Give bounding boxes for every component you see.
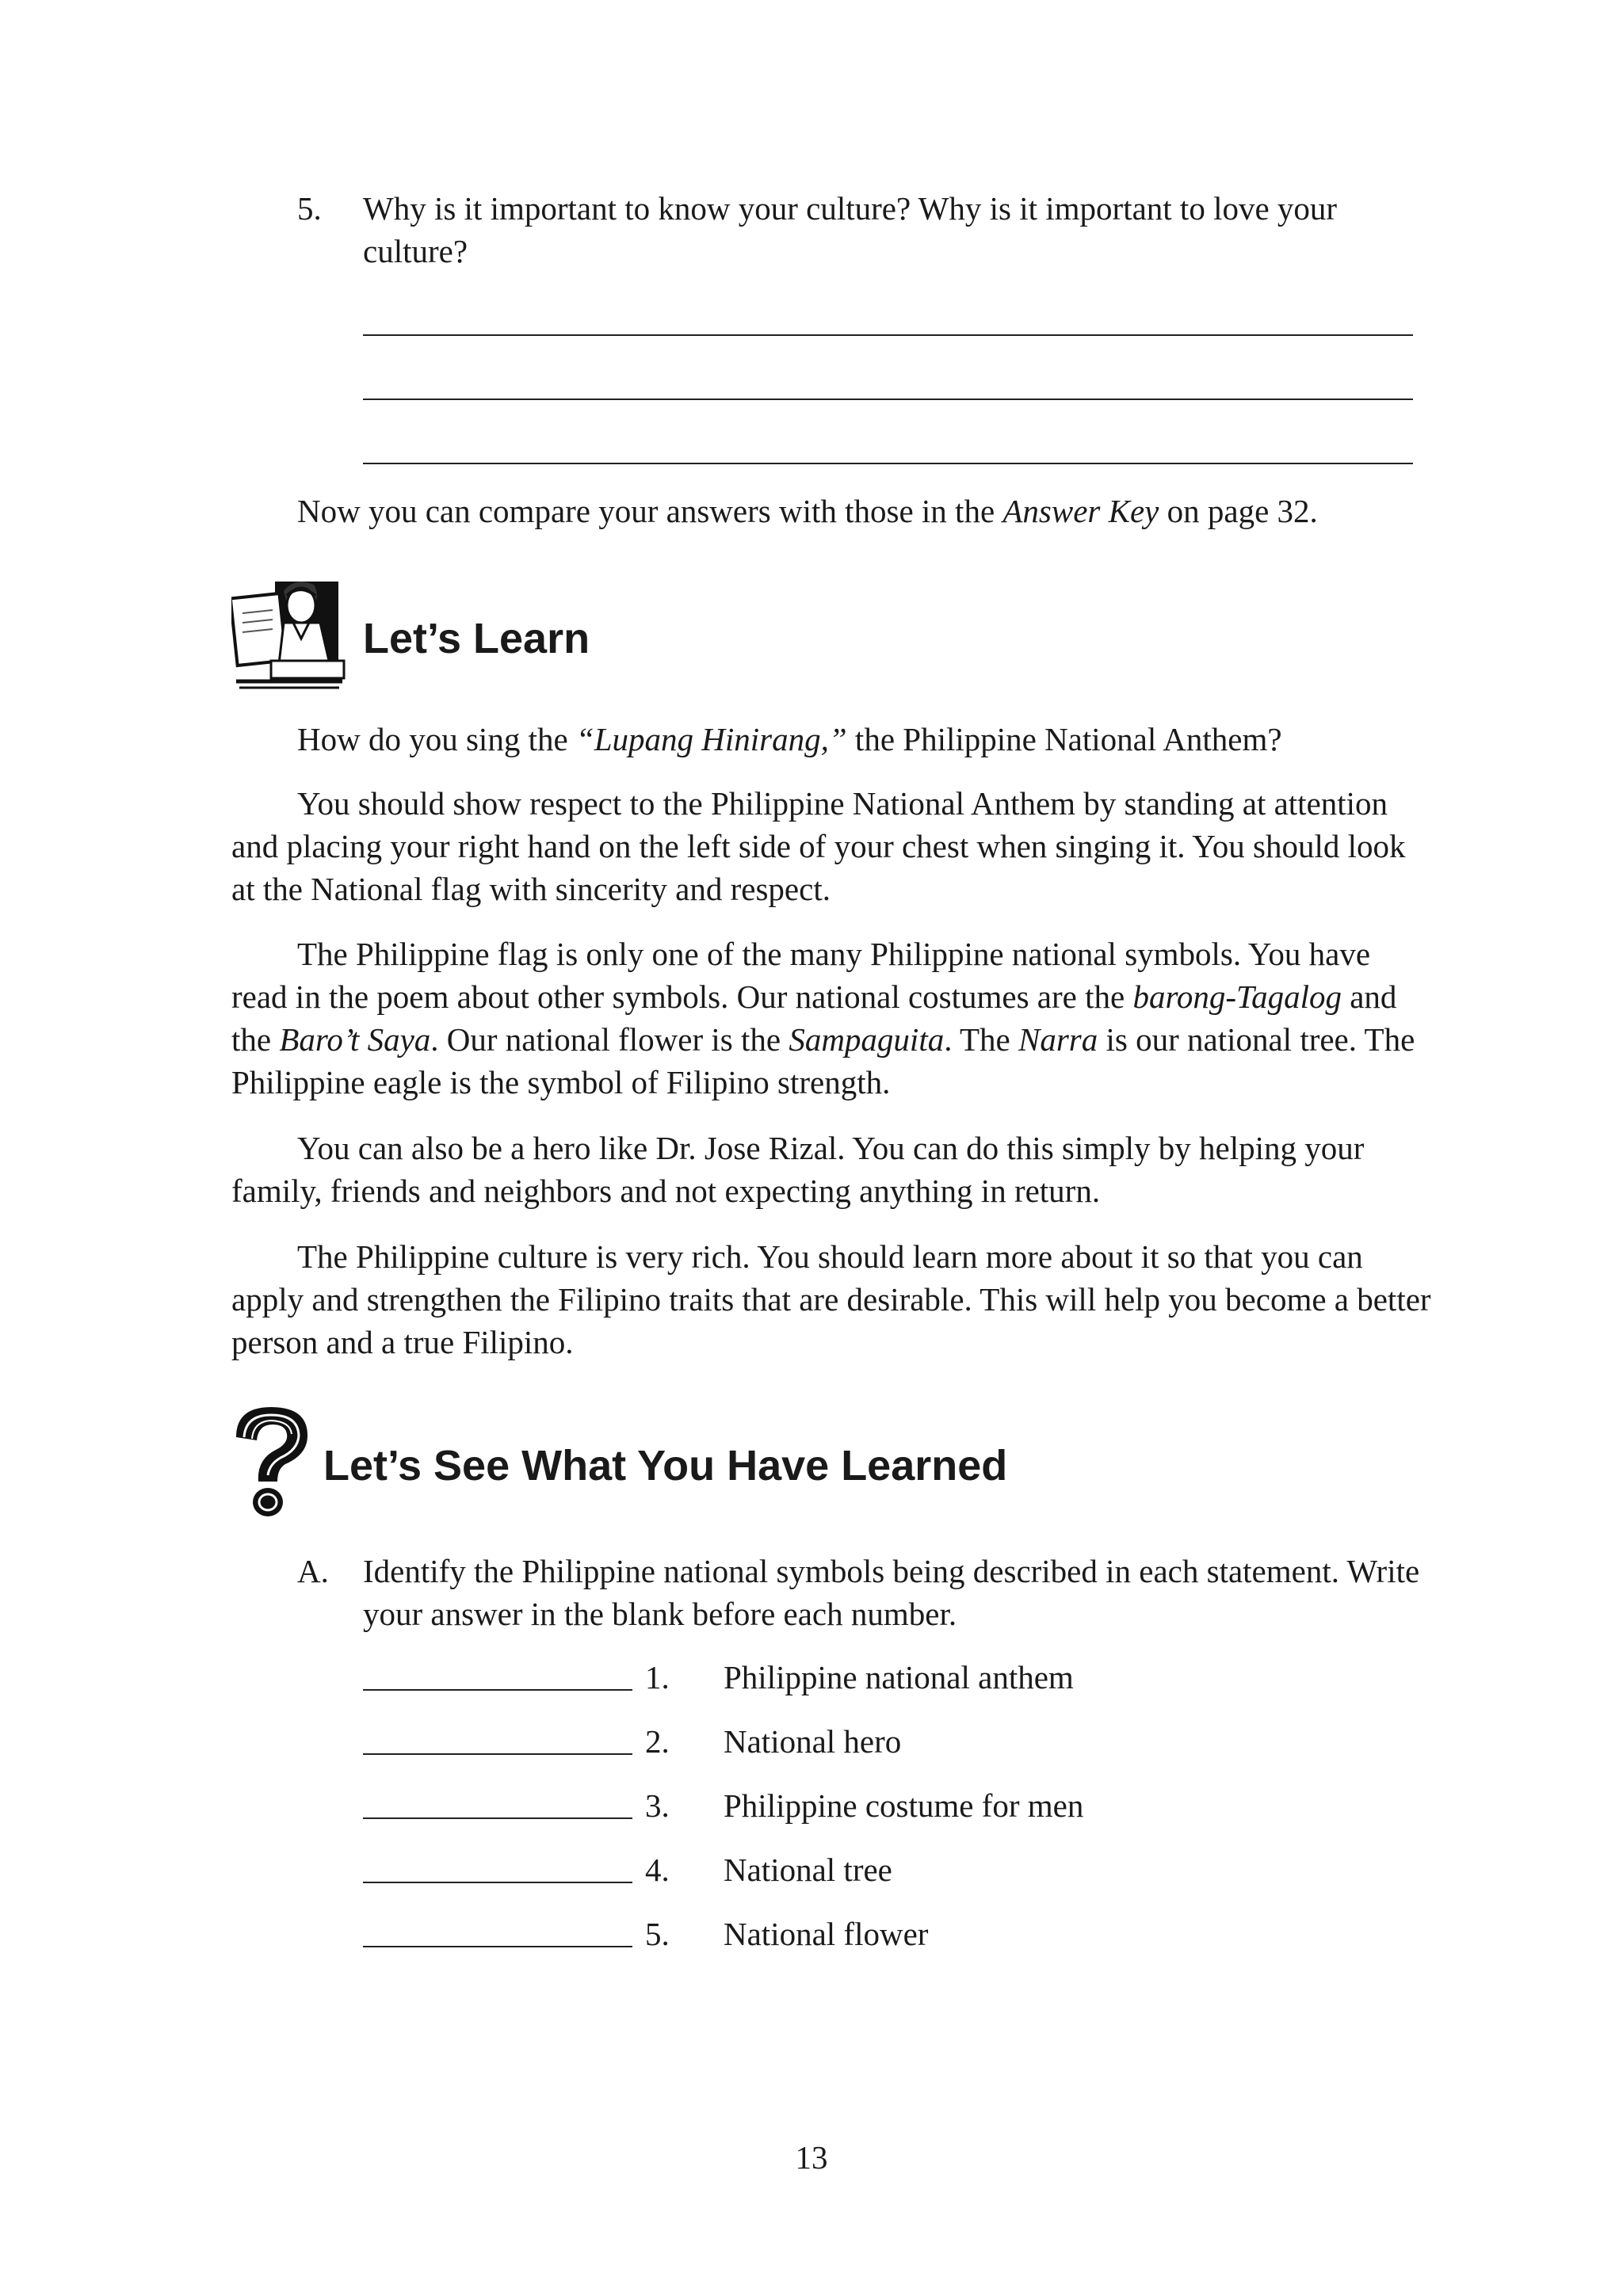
lets-learn-heading: Let’s Learn [363, 615, 590, 662]
barot-saya: Baro’t Saya [279, 1021, 431, 1058]
item-text: Philippine costume for men [724, 1787, 1084, 1824]
paragraph-hero: You can also be a hero like Dr. Jose Rizal. You can do this simply by helping your family, friends and neighbors and not expecting anything in return. [231, 1130, 1365, 1209]
paragraph-culture: The Philippine culture is very rich. You should learn more about it so that you can apply and strengthen the Filipino traits that are desirable. This will help you become a better person and a true Filipino. [231, 1238, 1431, 1360]
item-number: 1. [645, 1659, 670, 1695]
section-a-label: A. [297, 1553, 329, 1589]
list-item [363, 1656, 1393, 1699]
barong-tagalog: barong-Tagalog [1132, 978, 1342, 1015]
question-number: 5. [297, 190, 322, 227]
symbols-text: and the [231, 978, 1397, 1058]
item-number: 3. [645, 1787, 670, 1824]
item-number: 4. [645, 1852, 670, 1888]
answer-line[interactable] [363, 334, 1413, 336]
answer-blank[interactable] [363, 1946, 632, 1947]
symbols-text: is our national tree. The Philippine eagle is the symbol of Filipino strength. [231, 1021, 1415, 1100]
item-text: Philippine national anthem [724, 1659, 1074, 1695]
answer-blank[interactable] [363, 1817, 632, 1819]
compare-answers-note [297, 490, 1318, 532]
item-text: National tree [724, 1852, 892, 1888]
lets-learn-intro [297, 718, 1438, 761]
item-text: National flower [724, 1916, 929, 1952]
paragraph-respect: You should show respect to the Philippine National Anthem by standing at attention and placing your right hand on the left side of your chest when singing it. You should look at the National flag with sincerity and respect. [231, 785, 1406, 907]
list-item [363, 1720, 1393, 1763]
sampaguita: Sampaguita [789, 1021, 945, 1058]
item-number: 2. [645, 1723, 670, 1760]
section-a-instruction: Identify the Philippine national symbols being described in each statement. Write your answer in the blank before each number. [363, 1553, 1420, 1632]
narra: Narra [1018, 1021, 1098, 1058]
answer-line[interactable] [363, 399, 1413, 400]
answer-blank[interactable] [363, 1689, 632, 1691]
answer-blank[interactable] [363, 1882, 632, 1883]
reading-boy-icon [231, 572, 350, 691]
list-item [363, 1913, 1393, 1955]
page-number: 13 [795, 2139, 828, 2176]
question-mark-icon [228, 1402, 315, 1521]
item-number: 5. [645, 1916, 670, 1952]
compare-text: Now you can compare your answers with those in the [297, 493, 1003, 529]
answer-blank[interactable] [363, 1753, 632, 1755]
intro-text: How do you sing the [297, 721, 576, 757]
answer-key-reference: Answer Key [1002, 493, 1159, 529]
intro-text-end: the Philippine National Anthem? [846, 721, 1282, 757]
question-text: Why is it important to know your culture? Why is it important to love your culture? [363, 190, 1338, 269]
anthem-title: “Lupang Hinirang,” [575, 721, 847, 757]
symbols-text: The Philippine flag is only one of the many Philippine national symbols. You have read in the poem about other symbols. Our national costumes are the [231, 936, 1371, 1015]
lets-see-heading: Let’s See What You Have Learned [323, 1442, 1008, 1489]
answer-line[interactable] [363, 463, 1413, 464]
compare-text-end: on page 32. [1159, 493, 1318, 529]
item-text: National hero [724, 1723, 902, 1760]
symbols-text: . The [944, 1021, 1018, 1058]
symbols-text: . Our national flower is the [430, 1021, 789, 1058]
list-item [363, 1848, 1393, 1891]
paragraph-symbols [231, 933, 1433, 1104]
list-item [363, 1784, 1393, 1827]
